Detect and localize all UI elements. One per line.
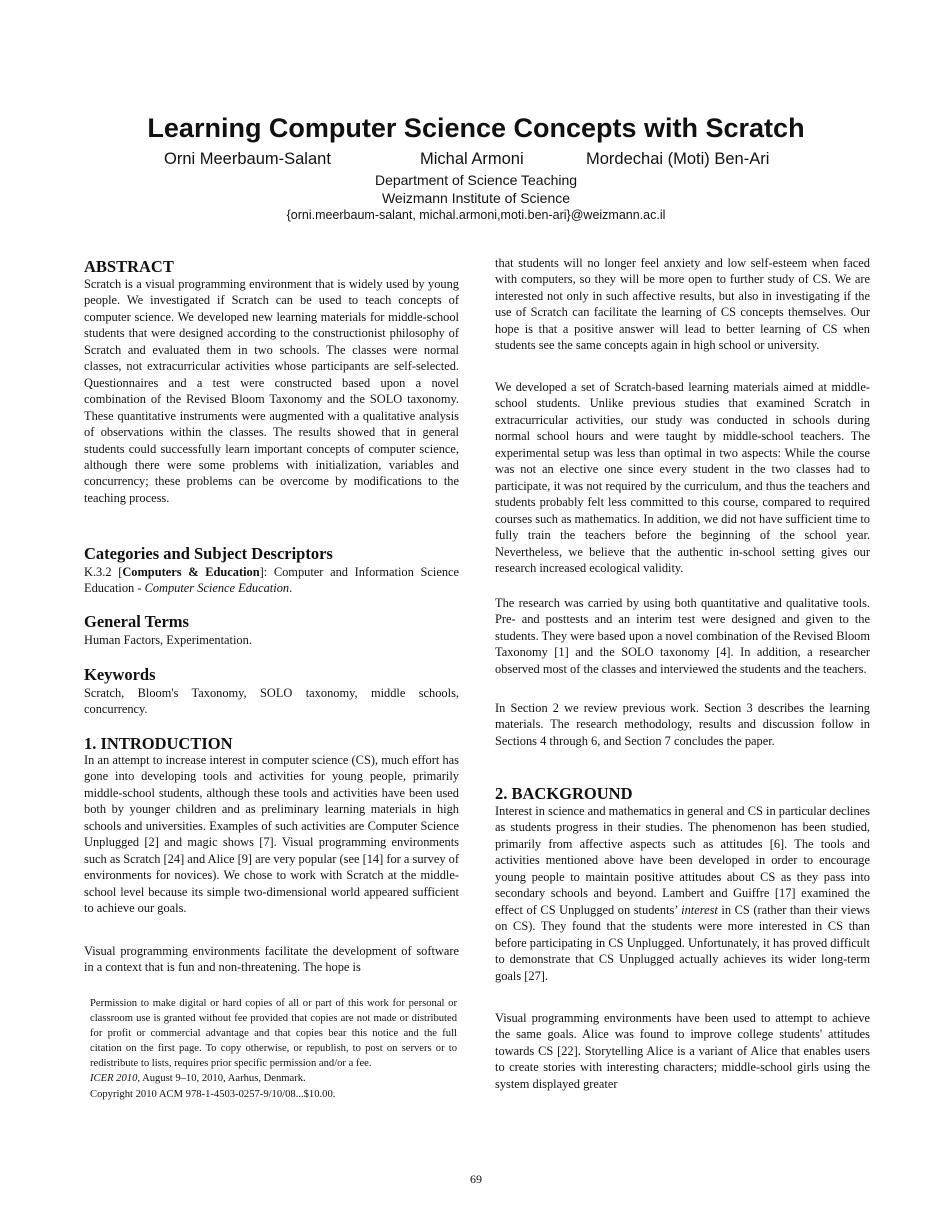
department: Department of Science Teaching [374,172,578,188]
copyright-line: Copyright 2010 ACM 978-1-4503-0257-9/10/08...$10.00. [90,1088,336,1100]
author-3: Mordechai (Moti) Ben-Ari [586,150,770,168]
cat-end: . [289,581,293,596]
cat-bold: Computers & Education [122,565,260,579]
cat-rest: ]: Computer and Information Science Education - [84,565,460,596]
conference-name: ICER 2010 [90,1073,138,1085]
intro-p4: We developed a set of Scratch-based learning materials aimed at middle-school students. Unlike previous studies that examined Scratch in extracurricular activities, our study was conducted in schools during normal school hours and were taught by middle-school teachers. The experimental setup was less than optimal in two aspects: While the course was not an elective one since every student in the two classes had to participate, it was not required by the curriculum, and thus the teachers and students probably felt less committed to this course, compared to required courses such as mathematics. In addition, we did not have sufficient time to fully train the teachers before the beginning of the school year. Nevertheless, we believe that the authentic in-school setting gives our research increased ecological validity. [495,380,870,575]
intro-p5: The research was carried by using both quantitative and qualitative tools. Pre- and posttests and an interim test were designed and given to the students. They were based upon a novel combination of the Revised Bloom Taxonomy [1] and the SOLO taxonomy [4]. In addition, a researcher observed most of the classes and interviewed the students and the teachers. [495,596,870,676]
background-p2: Visual programming environments have been used to attempt to achieve the same goals. Alice was found to improve college students' attitudes towards CS [22]. Storytelling Alice is a variant of Alice that enables users to create stories with interesting characters; middle-school girls using the system displayed greater [495,1011,870,1091]
categories-text [84,564,459,597]
institute: Weizmann Institute of Science [381,190,571,206]
email: {orni.meerbaum-salant, michal.armoni,moti.ben-ari}@weizmann.ac.il [286,208,666,222]
keywords-heading: Keywords [84,665,156,684]
intro-p2: Visual programming environments facilitate the development of software in a context that is fun and non-threatening. The hope is [84,944,459,975]
categories-heading: Categories and Subject Descriptors [84,544,333,563]
general-terms-heading: General Terms [84,612,189,631]
bg-p1-b: in CS (rather than their views on CS). They found that the students were more interested in CS than before participating in CS Unplugged. Unfortunately, it has proved difficult to demonstrate that CS Unplugged actually achieves its wider long-term goals [27]. [495,902,870,983]
intro-p6: In Section 2 we review previous work. Section 3 describes the learning materials. The research methodology, results and discussion follow in Sections 4 through 6, and Section 7 concludes the paper. [495,701,870,748]
general-terms-text: Human Factors, Experimentation. [84,633,252,647]
abstract-heading: ABSTRACT [84,257,174,276]
background-heading: 2. BACKGROUND [495,784,633,803]
background-p1 [495,803,870,984]
bg-p1-a: Interest in science and mathematics in general and CS in particular declines as students progress in their studies. The phenomenon has been studied, primarily from affective aspects such as attitudes [6]. The tools and activities mentioned above have been developed in order to encourage young people to maintain positive attitudes about CS as they pass into secondary schools and beyond. Lambert and Guiffre [17] examined the effect of CS Unplugged on students’ [495,804,870,917]
bg-p1-italic: interest [681,902,718,917]
page-number: 69 [470,1172,482,1186]
intro-heading: 1. INTRODUCTION [84,734,233,753]
intro-p3: that students will no longer feel anxiety and low self-esteem when faced with computers, so they will be more open to further study of CS. We are interested not only in such affective results, but also in investigating if the use of Scratch can facilitate the learning of CS concepts themselves. Our hope is that a positive answer will lead to better learning of CS when students see the same concepts again in high school or university. [495,256,870,353]
copyright-notice [90,996,457,1102]
cat-code: K.3.2 [ [84,565,123,579]
cat-italic: Computer Science Education [144,581,290,596]
permission-text: Permission to make digital or hard copies of all or part of this work for personal or classroom use is granted without fee provided that copies are not made or distributed for profit or commercial advantage and that copies bear this notice and the full citation on the first page. To copy otherwise, or republish, to post on servers or to redistribute to lists, requires prior specific permission and/or a fee. [90,998,457,1070]
abstract-text: Scratch is a visual programming environment that is widely used by young people. We investigated if Scratch can be used to teach concepts of computer science. We developed new learning materials for middle-school students that were designed according to the constructionist philosophy of Scratch and evaluated them in two schools. The classes were normal classes, not extracurricular activities whose participants are self-selected. Questionnaires and a test were constructed based upon a novel combination of the Revised Bloom Taxonomy and the SOLO taxonomy. These quantitative instruments were augmented with a qualitative analysis of observations within the classes. The results showed that in general students could successfully learn important concepts of computer science, although there were some problems with initialization, variables and concurrency; these problems can be overcome by modifications to the teaching process. [84,277,459,505]
conference-line [90,1071,457,1086]
keywords-text: Scratch, Bloom's Taxonomy, SOLO taxonomy, middle schools, concurrency. [84,686,459,717]
intro-p1: In an attempt to increase interest in computer science (CS), much effort has gone into developing tools and activities for young people, primarily middle-school students, although these tools and activities have been used both by younger children and as preliminary learning materials in high schools and universities. Examples of such activities are Computer Science Unplugged [2] and magic shows [7]. Visual programming environments such as Scratch [24] and Alice [9] are very popular (see [14] for a survey of environments for novices). We chose to work with Scratch at the middle-school level because its simple two-dimensional world appeared sufficient to achieve our goals. [84,753,459,916]
paper-title: Learning Computer Science Concepts with Scratch [147,113,805,143]
conference-details: , August 9–10, 2010, Aarhus, Denmark. [137,1073,306,1085]
author-2: Michal Armoni [420,150,524,168]
author-1: Orni Meerbaum-Salant [164,150,331,168]
